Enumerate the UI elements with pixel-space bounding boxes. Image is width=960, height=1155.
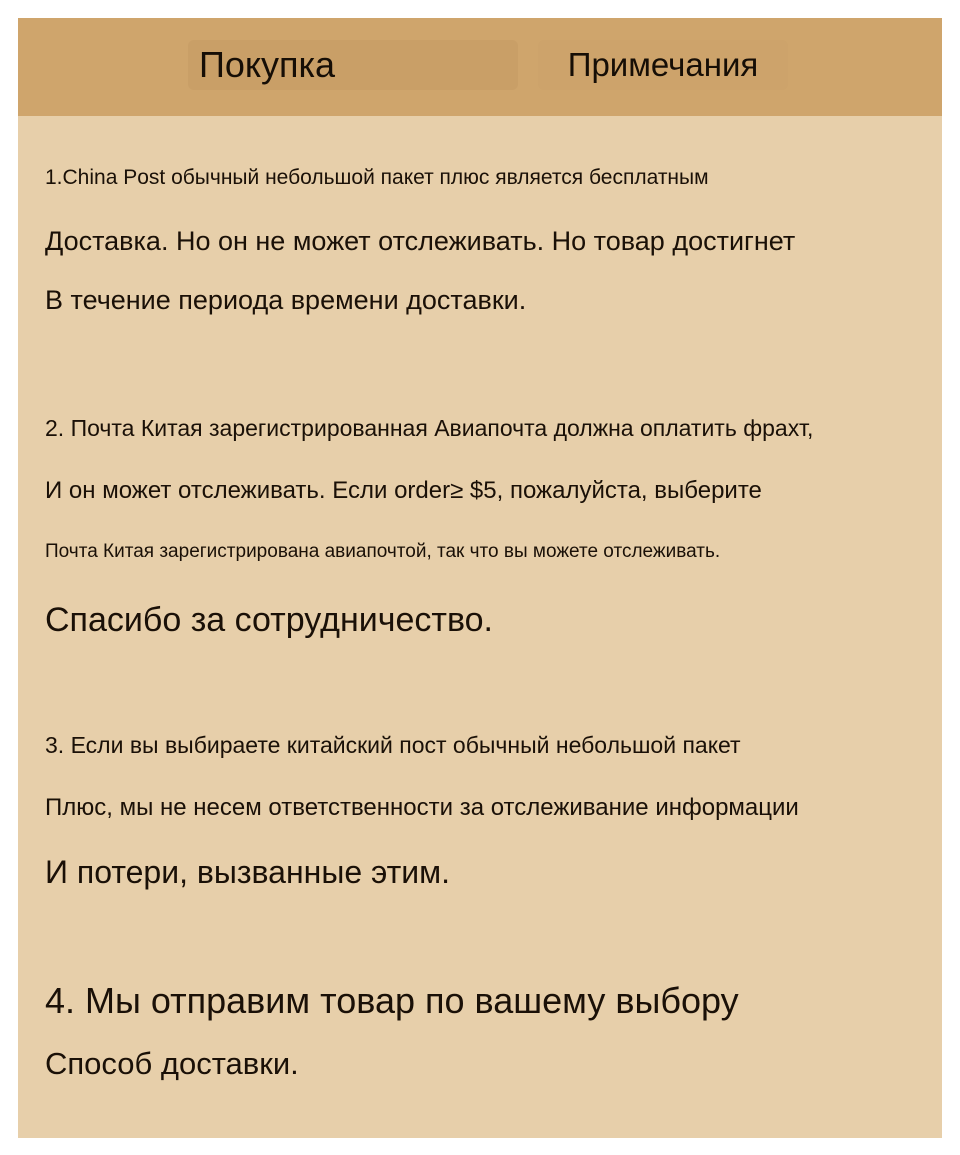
note-4-line-1: 4. Мы отправим товар по вашему выбору bbox=[45, 980, 739, 1021]
note-1-line-3: В течение периода времени доставки. bbox=[45, 285, 527, 315]
note-3-line-2: Плюс, мы не несем ответственности за отслеживание информации bbox=[45, 794, 799, 821]
note-2-line-2: И он может отслеживать. Если order≥ $5, пожалуйста, выберите bbox=[45, 477, 762, 504]
tab-notes[interactable] bbox=[538, 40, 788, 90]
tab-purchase-label: Покупка bbox=[198, 44, 336, 85]
tab-purchase[interactable] bbox=[188, 40, 518, 90]
note-2-line-1: 2. Почта Китая зарегистрированная Авиапочта должна оплатить фрахт, bbox=[45, 415, 814, 441]
note-3-line-3: И потери, вызванные этим. bbox=[45, 854, 451, 890]
note-2-line-4: Спасибо за сотрудничество. bbox=[45, 601, 493, 639]
note-1-line-2: Доставка. Но он не может отслеживать. Но товар достигнет bbox=[45, 226, 796, 256]
note-3-line-1: 3. Если вы выбираете китайский пост обычный небольшой пакет bbox=[45, 732, 741, 758]
note-1-line-1: 1.China Post обычный небольшой пакет плюс является бесплатным bbox=[45, 166, 709, 189]
notes-card bbox=[18, 18, 942, 1138]
tab-header bbox=[18, 18, 942, 116]
note-2-line-3: Почта Китая зарегистрирована авиапочтой, так что вы можете отслеживать. bbox=[45, 541, 721, 562]
tab-notes-label: Примечания bbox=[567, 46, 759, 83]
note-4-line-2: Способ доставки. bbox=[45, 1046, 299, 1081]
